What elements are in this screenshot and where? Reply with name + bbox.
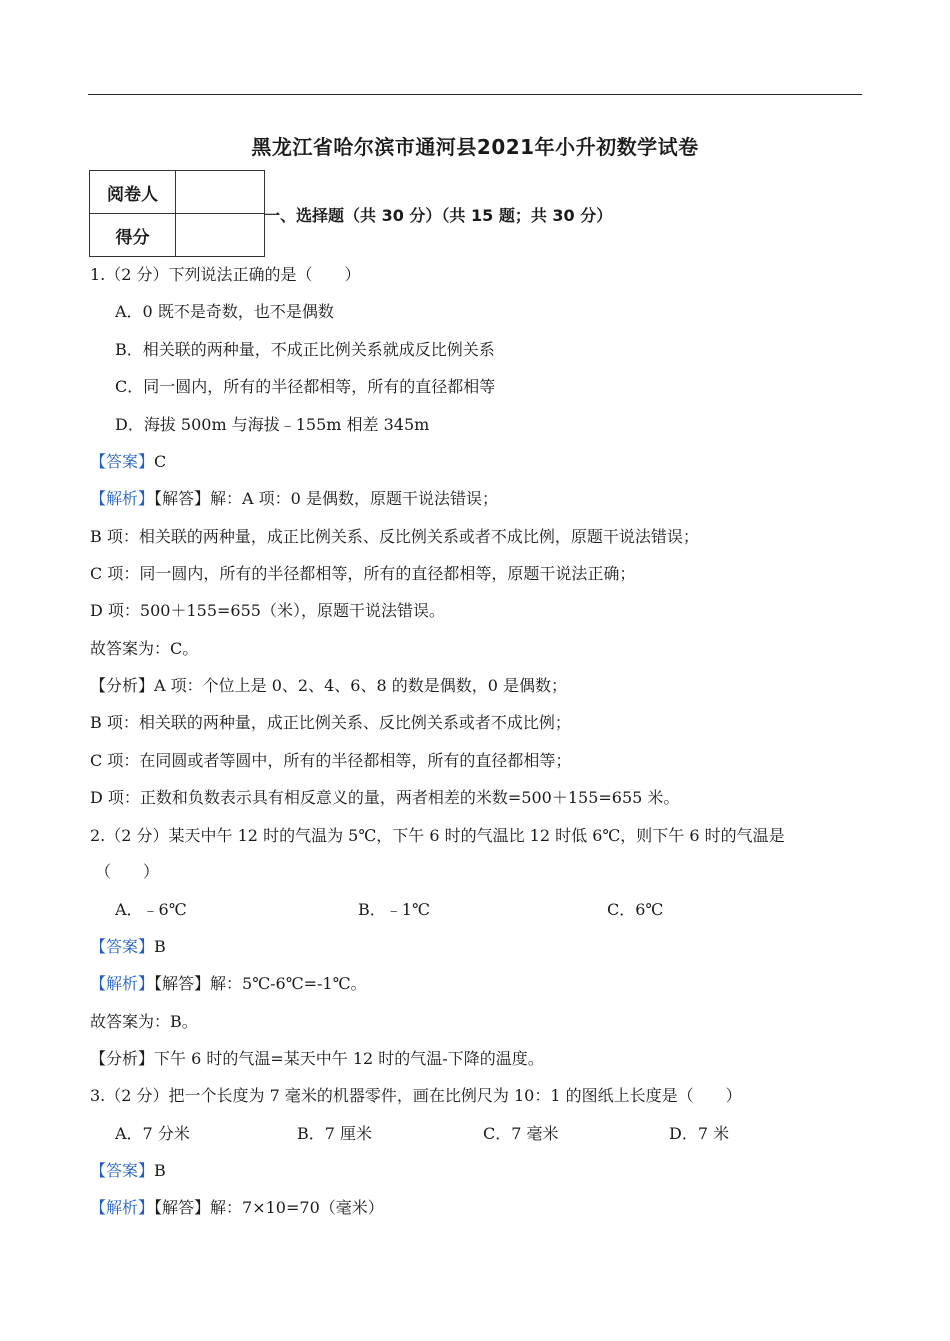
q1-answer-value: C bbox=[154, 452, 167, 471]
q3-answer bbox=[90, 1161, 166, 1181]
analysis-tag: 【解析】 bbox=[90, 974, 155, 993]
solution-tag: 【解答】 bbox=[154, 489, 211, 508]
q3-option-b: B．7 厘米 bbox=[297, 1124, 373, 1143]
score-cell bbox=[176, 214, 265, 257]
q1-solution bbox=[90, 489, 498, 509]
q1-remark-line: C 项：在同圆或者等圆中，所有的半径都相等，所有的直径都相等； bbox=[90, 751, 572, 770]
q2-option-a: A．﹣6℃ bbox=[115, 900, 187, 919]
answer-tag: 【答案】 bbox=[90, 1161, 155, 1180]
q1-remark-line: D 项：正数和负数表示具有相反意义的量，两者相差的米数=500＋155=655 米。 bbox=[90, 788, 680, 807]
remark-tag: 【分析】 bbox=[90, 1049, 155, 1068]
q2-remark bbox=[90, 1049, 544, 1069]
q2-stem: 2.（2 分）某天中午 12 时的气温为 5℃，下午 6 时的气温比 12 时低 6℃，则下午 6 时的气温是 bbox=[90, 826, 785, 845]
answer-tag: 【答案】 bbox=[90, 937, 155, 956]
score-table bbox=[89, 170, 265, 257]
score-label: 得分 bbox=[90, 214, 176, 257]
q2-remark-first: 下午 6 时的气温=某天中午 12 时的气温-下降的温度。 bbox=[154, 1049, 544, 1068]
analysis-tag: 【解析】 bbox=[90, 489, 155, 508]
q1-remark-first: A 项：个位上是 0、2、4、6、8 的数是偶数，0 是偶数； bbox=[154, 676, 567, 695]
answer-tag: 【答案】 bbox=[90, 452, 155, 471]
page-title: 黑龙江省哈尔滨市通河县2021年小升初数学试卷 bbox=[251, 135, 699, 159]
q2-answer-value: B bbox=[154, 937, 166, 956]
q2-solution-line: 故答案为：B。 bbox=[90, 1012, 198, 1031]
q1-solution-line: 故答案为：C。 bbox=[90, 639, 199, 658]
q1-option-a: A．0 既不是奇数，也不是偶数 bbox=[115, 302, 334, 321]
q1-option-b: B．相关联的两种量，不成正比例关系就成反比例关系 bbox=[115, 340, 495, 359]
q2-solution bbox=[90, 974, 367, 994]
q2-option-b: B．﹣1℃ bbox=[358, 900, 430, 919]
q1-answer bbox=[90, 452, 166, 472]
q3-option-a: A．7 分米 bbox=[115, 1124, 190, 1143]
q2-option-c: C．6℃ bbox=[607, 900, 664, 919]
solution-tag: 【解答】 bbox=[154, 1198, 211, 1217]
q1-solution-first: 解：A 项：0 是偶数，原题干说法错误； bbox=[210, 489, 498, 508]
reviewer-label: 阅卷人 bbox=[90, 171, 176, 214]
q1-solution-line: D 项：500＋155=655（米），原题干说法错误。 bbox=[90, 601, 445, 620]
reviewer-cell bbox=[176, 171, 265, 214]
q3-option-c: C．7 毫米 bbox=[483, 1124, 559, 1143]
q3-option-d: D．7 米 bbox=[669, 1124, 730, 1143]
q3-answer-value: B bbox=[154, 1161, 166, 1180]
q2-solution-first: 解：5℃-6℃=-1℃。 bbox=[210, 974, 367, 993]
q1-solution-line: C 项：同一圆内，所有的半径都相等，所有的直径都相等，原题干说法正确； bbox=[90, 564, 636, 583]
section-heading: 一、选择题（共 30 分）（共 15 题；共 30 分） bbox=[264, 206, 613, 225]
q1-remark bbox=[90, 676, 567, 696]
q1-stem: 1.（2 分）下列说法正确的是（ ） bbox=[90, 265, 361, 284]
q2-answer bbox=[90, 937, 166, 957]
q3-solution-first: 解：7×10=70（毫米） bbox=[210, 1198, 384, 1217]
q1-option-d: D．海拔 500m 与海拔﹣155m 相差 345m bbox=[115, 415, 430, 434]
q1-remark-line: B 项：相关联的两种量，成正比例关系、反比例关系或者不成比例； bbox=[90, 713, 571, 732]
analysis-tag: 【解析】 bbox=[90, 1198, 155, 1217]
header-rule bbox=[88, 94, 862, 95]
q3-solution bbox=[90, 1198, 384, 1218]
remark-tag: 【分析】 bbox=[90, 676, 155, 695]
solution-tag: 【解答】 bbox=[154, 974, 211, 993]
q1-solution-line: B 项：相关联的两种量，成正比例关系、反比例关系或者不成比例，原题干说法错误； bbox=[90, 527, 699, 546]
q2-stem-cont: （ ） bbox=[95, 862, 160, 881]
q3-stem: 3.（2 分）把一个长度为 7 毫米的机器零件，画在比例尺为 10：1 的图纸上长度是（ ） bbox=[90, 1086, 742, 1105]
q1-option-c: C．同一圆内，所有的半径都相等，所有的直径都相等 bbox=[115, 377, 496, 396]
